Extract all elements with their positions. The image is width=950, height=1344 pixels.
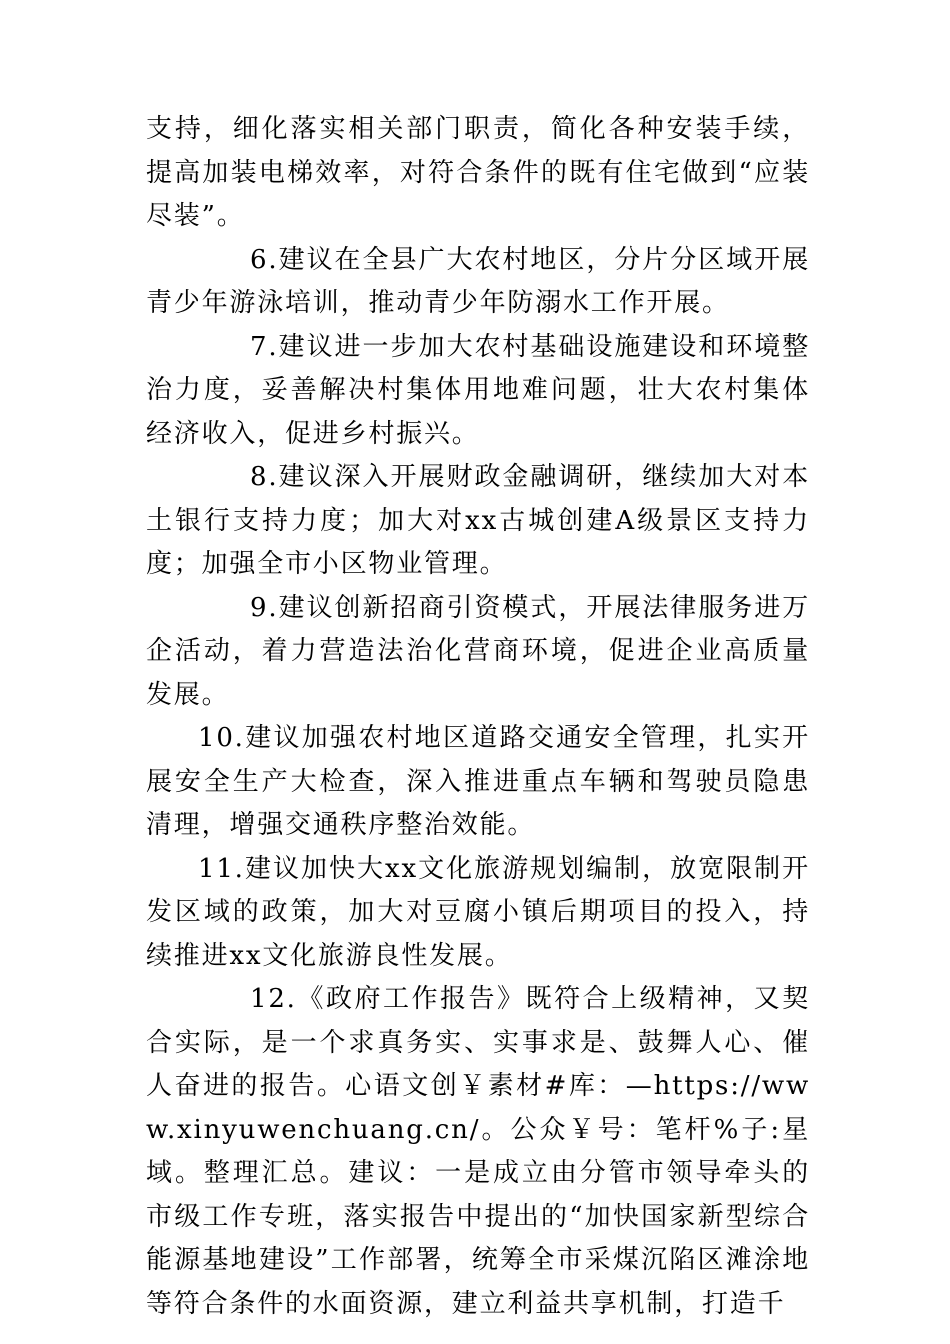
paragraph-text: 建议加强农村地区道路交通安全管理，扎实开展安全生产大检查，深入推进重点车辆和驾驶员隐患清理，增强交通秩序整治效能。 bbox=[146, 723, 810, 840]
paragraph-text: 建议在全县广大农村地区，分片分区域开展青少年游泳培训，推动青少年防溺水工作开展。 bbox=[146, 244, 810, 318]
paragraph-number: 12. bbox=[250, 984, 297, 1014]
paragraph-text: 建议深入开展财政金融调研，继续加大对本土银行支持力度；加大对xx古城创建A级景区支持力度；加强全市小区物业管理。 bbox=[146, 462, 810, 579]
paragraph-10 bbox=[146, 717, 810, 848]
paragraph-6 bbox=[146, 239, 810, 326]
paragraph-9 bbox=[146, 587, 810, 718]
paragraph-12 bbox=[146, 978, 810, 1326]
paragraph-text: 《政府工作报告》既符合上级精神，又契合实际，是一个求真务实、实事求是、鼓舞人心、催人奋进的报告。心语文创￥素材#库：—https://www.xinyuwenchuang.cn/。公众￥号：笔杆%子:星域。整理汇总。建议：一是成立由分管市领导牵头的市级工作专班，落实报告中提出的“加快国家新型综合能源基地建设”工作部署，统筹全市采煤沉陷区滩涂地等符合条件的水面资源，建立利益共享机制，打造千 bbox=[146, 984, 810, 1319]
document-body bbox=[146, 108, 810, 1326]
paragraph-number: 10. bbox=[198, 723, 245, 753]
paragraph-7 bbox=[146, 326, 810, 457]
paragraph-number: 8. bbox=[250, 462, 279, 492]
paragraph-text: 建议创新招商引资模式，开展法律服务进万企活动，着力营造法治化营商环境，促进企业高质量发展。 bbox=[146, 592, 810, 710]
paragraph-number: 7. bbox=[250, 331, 279, 362]
paragraph-number: 9. bbox=[250, 592, 279, 623]
paragraph-11 bbox=[146, 848, 810, 979]
paragraph-continuation bbox=[146, 108, 810, 239]
paragraph-text: 支持，细化落实相关部门职责，简化各种安装手续，提高加装电梯效率，对符合条件的既有住宅做到“应装尽装”。 bbox=[146, 114, 810, 231]
paragraph-8 bbox=[146, 456, 810, 587]
paragraph-number: 11. bbox=[198, 853, 245, 884]
paragraph-text: 建议进一步加大农村基础设施建设和环境整治力度，妥善解决村集体用地难问题，壮大农村集体经济收入，促进乡村振兴。 bbox=[146, 331, 810, 449]
paragraph-text: 建议加快大xx文化旅游规划编制，放宽限制开发区域的政策，加大对豆腐小镇后期项目的投入，持续推进xx文化旅游良性发展。 bbox=[146, 853, 810, 971]
paragraph-number: 6. bbox=[250, 244, 279, 275]
